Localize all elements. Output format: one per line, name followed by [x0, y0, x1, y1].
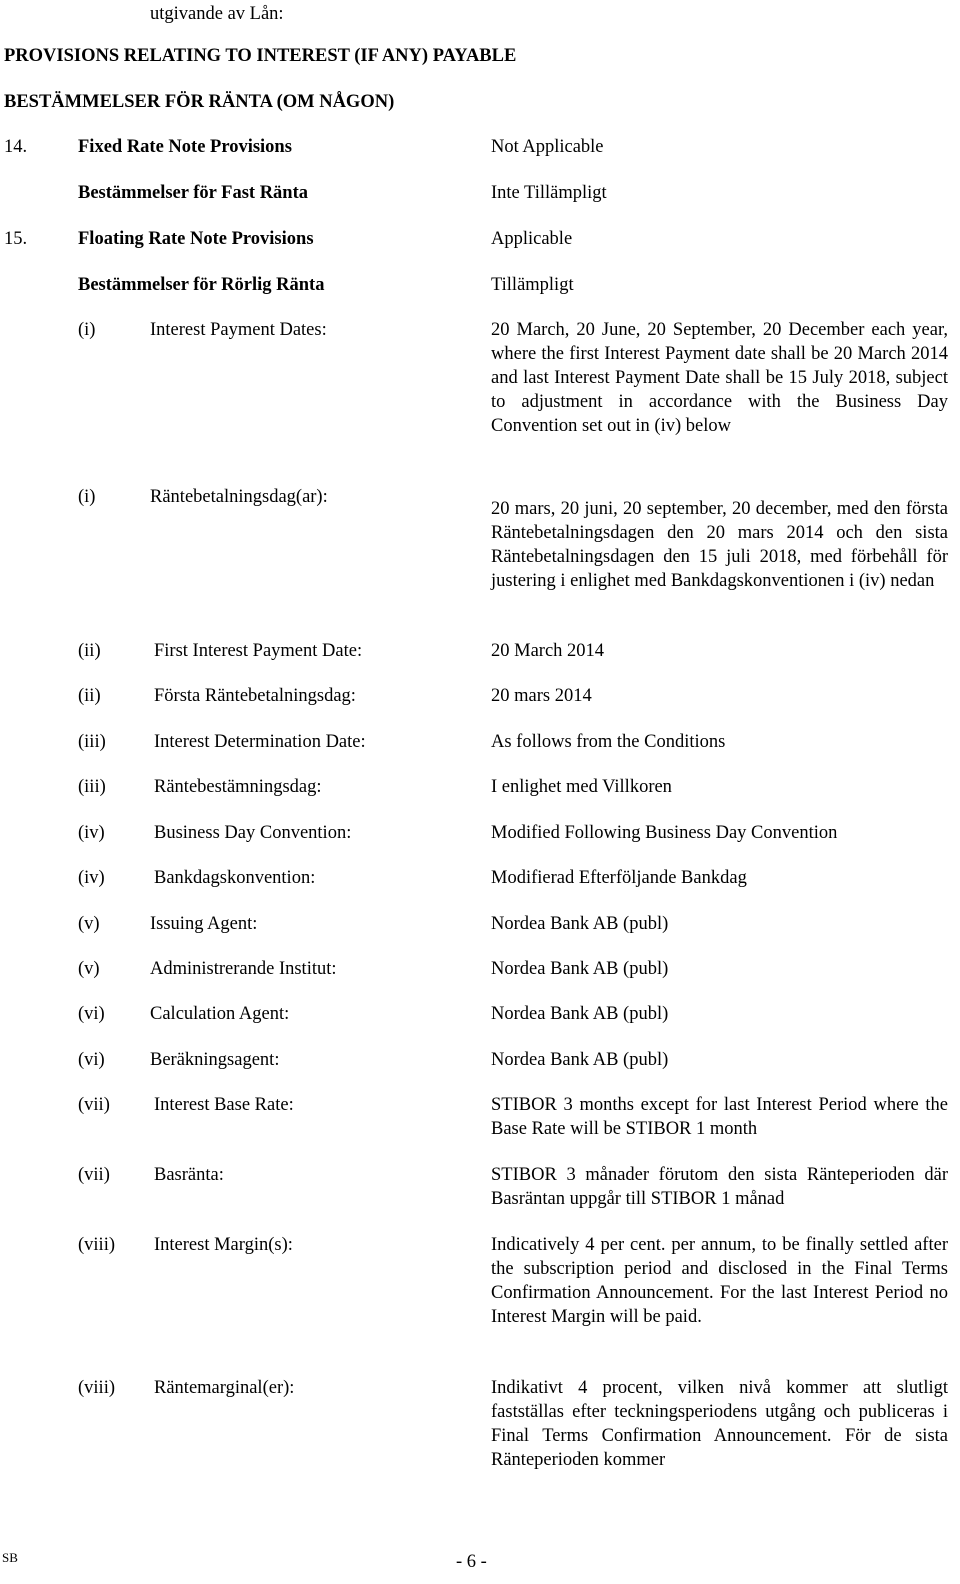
- row-label: Räntemarginal(er):: [154, 1378, 295, 1398]
- item-label-en: Floating Rate Note Provisions: [78, 229, 314, 249]
- row-number: (viii): [78, 1378, 115, 1398]
- row-number: (vii): [78, 1165, 110, 1185]
- row-number: (vii): [78, 1095, 110, 1115]
- row-value: Nordea Bank AB (publ): [491, 1004, 669, 1024]
- row-value: Nordea Bank AB (publ): [491, 914, 669, 934]
- row-number: (v): [78, 959, 100, 979]
- row-label: Beräkningsagent:: [150, 1050, 280, 1070]
- item-number: 14.: [4, 137, 28, 157]
- continuation-text: utgivande av Lån:: [150, 4, 284, 24]
- row-label: Räntebestämningsdag:: [154, 777, 322, 797]
- row-value: Indikativt 4 procent, vilken nivå kommer att slutligt fastställas efter teckningsperiodens utgång och publiceras i Final Terms Confirmation Announcement. För de sista Ränteperioden kommer: [491, 1378, 948, 1470]
- row-number: (ii): [78, 686, 101, 706]
- row-value: Nordea Bank AB (publ): [491, 959, 669, 979]
- item-label-sv: Bestämmelser för Fast Ränta: [78, 183, 309, 203]
- row-number: (ii): [78, 641, 101, 661]
- row-number: (iii): [78, 732, 106, 752]
- row-value: 20 mars 2014: [491, 686, 592, 706]
- row-value: 20 mars, 20 juni, 20 september, 20 december, med den första Räntebetalningsdagen den 20 mars 2014 och den sista Räntebetalningsdagen den 15 juli 2018, med förbehåll för justering i enlighet med Bankdagskonventionen i (iv) nedan: [491, 499, 948, 591]
- row-number: (iv): [78, 868, 105, 888]
- row-value: 20 March 2014: [491, 641, 605, 661]
- row-number: (iii): [78, 777, 106, 797]
- row-label: Issuing Agent:: [150, 914, 258, 934]
- row-value: I enlighet med Villkoren: [491, 777, 672, 797]
- row-number: (v): [78, 914, 100, 934]
- row-value: STIBOR 3 månader förutom den sista Ränteperioden där Basräntan uppgår till STIBOR 1 månad: [491, 1165, 948, 1209]
- row-number: (i): [78, 487, 96, 507]
- row-number: (i): [78, 320, 96, 340]
- row-value: As follows from the Conditions: [491, 732, 726, 752]
- row-number: (viii): [78, 1235, 115, 1255]
- item-value-sv: Inte Tillämpligt: [491, 183, 607, 203]
- row-label: First Interest Payment Date:: [154, 641, 363, 661]
- row-label: Basränta:: [154, 1165, 224, 1185]
- section-heading-sv: BESTÄMMELSER FÖR RÄNTA (OM NÅGON): [4, 92, 395, 112]
- row-number: (vi): [78, 1050, 105, 1070]
- row-label: Första Räntebetalningsdag:: [154, 686, 356, 706]
- row-label: Business Day Convention:: [154, 823, 352, 843]
- page-number: - 6 -: [456, 1552, 487, 1572]
- row-value: Modified Following Business Day Convention: [491, 823, 838, 843]
- footer-initials: SB: [2, 1550, 18, 1565]
- section-heading-en: PROVISIONS RELATING TO INTEREST (IF ANY) PAYABLE: [4, 46, 517, 66]
- row-value: Indicatively 4 per cent. per annum, to be finally settled after the subscription period and disclosed in the Final Terms Confirmation Announcement. For the last Interest Period no Interest Margin will be paid.: [491, 1235, 948, 1327]
- row-value: Nordea Bank AB (publ): [491, 1050, 669, 1070]
- row-label: Interest Base Rate:: [154, 1095, 294, 1115]
- item-number: 15.: [4, 229, 28, 249]
- row-value: 20 March, 20 June, 20 September, 20 December each year, where the first Interest Payment date shall be 20 March 2014 and last Interest Payment Date shall be 15 July 2018, subject to adjustment in accordance with the Business Day Convention set out in (iv) below: [491, 320, 948, 436]
- row-number: (iv): [78, 823, 105, 843]
- item-value-en: Not Applicable: [491, 137, 604, 157]
- row-label: Interest Payment Dates:: [150, 320, 327, 340]
- item-value-en: Applicable: [491, 229, 573, 249]
- row-label: Calculation Agent:: [150, 1004, 290, 1024]
- row-label: Bankdagskonvention:: [154, 868, 316, 888]
- row-value: STIBOR 3 months except for last Interest Period where the Base Rate will be STIBOR 1 month: [491, 1095, 948, 1139]
- row-label: Räntebetalningsdag(ar):: [150, 487, 328, 507]
- item-label-sv: Bestämmelser för Rörlig Ränta: [78, 275, 325, 295]
- row-label: Interest Determination Date:: [154, 732, 366, 752]
- row-label: Interest Margin(s):: [154, 1235, 293, 1255]
- row-number: (vi): [78, 1004, 105, 1024]
- row-label: Administrerande Institut:: [150, 959, 337, 979]
- item-value-sv: Tillämpligt: [491, 275, 574, 295]
- row-value: Modifierad Efterföljande Bankdag: [491, 868, 747, 888]
- item-label-en: Fixed Rate Note Provisions: [78, 137, 292, 157]
